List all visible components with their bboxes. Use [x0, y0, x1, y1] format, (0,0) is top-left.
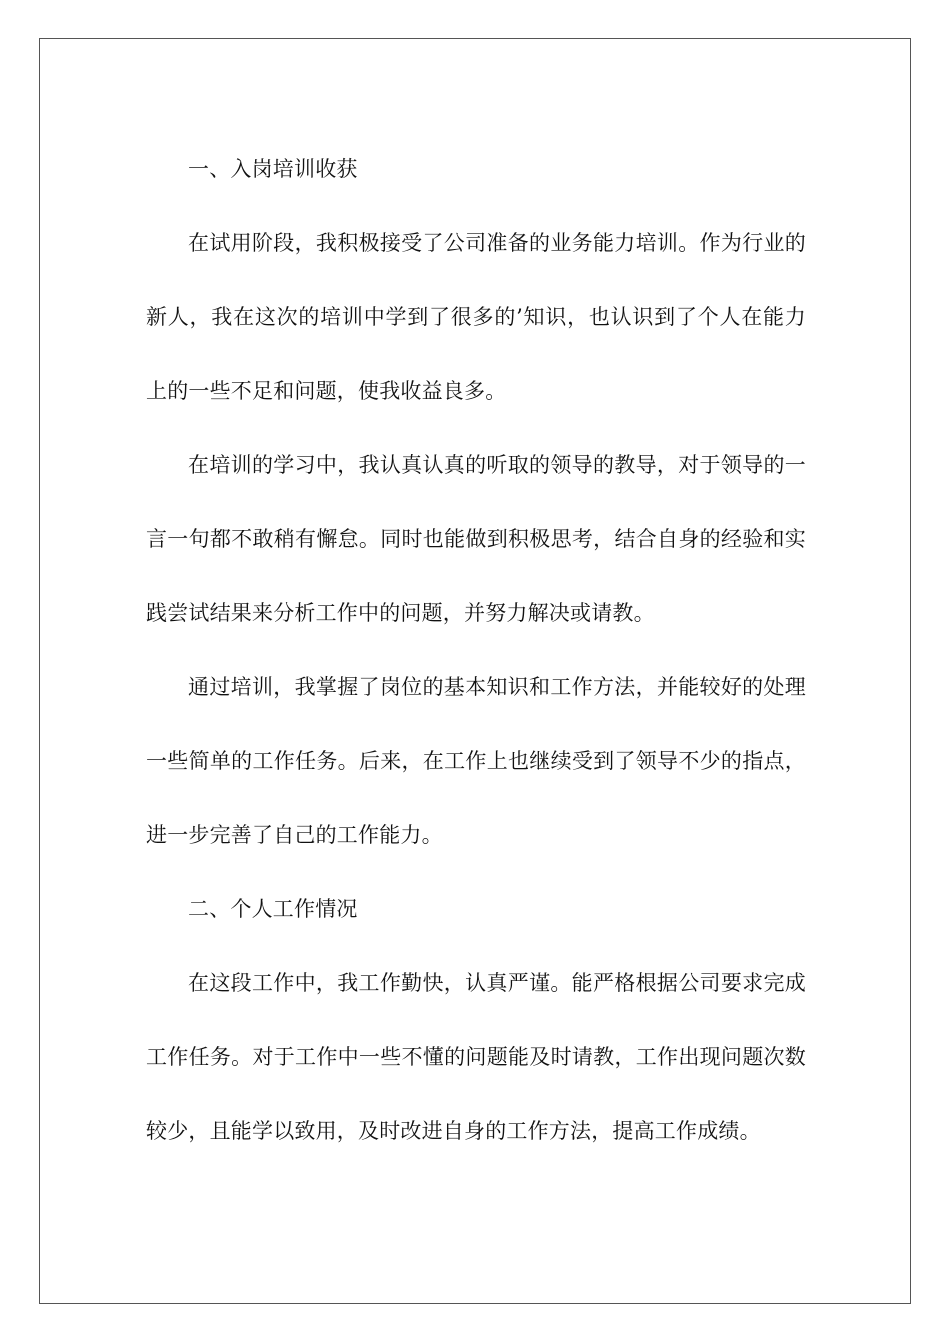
paragraph-2: 在培训的学习中，我认真认真的听取的领导的教导，对于领导的一言一句都不敢稍有懈怠。同时也能做到积极思考，结合自身的经验和实践尝试结果来分析工作中的问题，并努力解决或请教。	[146, 453, 806, 625]
paragraph-4: 在这段工作中，我工作勤快，认真严谨。能严格根据公司要求完成工作任务。对于工作中一些不懂的问题能及时请教，工作出现问题次数较少，且能学以致用，及时改进自身的工作方法，提高工作成绩。	[146, 971, 806, 1143]
section-heading-2: 二、个人工作情况	[188, 897, 358, 921]
paragraph-3: 通过培训，我掌握了岗位的基本知识和工作方法，并能较好的处理一些简单的工作任务。后来，在工作上也继续受到了领导不少的指点，进一步完善了自己的工作能力。	[146, 675, 806, 847]
section-heading-1: 一、入岗培训收获	[188, 157, 358, 181]
document-body	[146, 132, 806, 1168]
paragraph-1: 在试用阶段，我积极接受了公司准备的业务能力培训。作为行业的新人，我在这次的培训中学到了很多的’知识，也认识到了个人在能力上的一些不足和问题，使我收益良多。	[146, 231, 806, 403]
